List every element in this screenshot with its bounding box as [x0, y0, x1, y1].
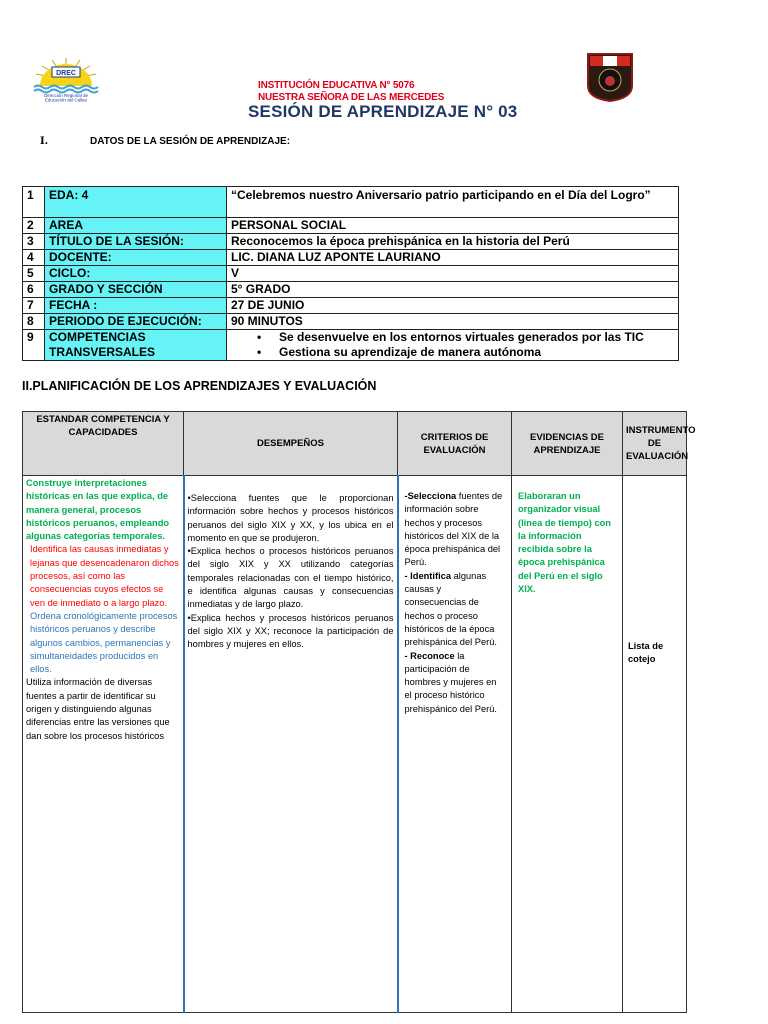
column-header: DESEMPEÑOS — [184, 412, 398, 476]
row-number: 3 — [23, 234, 45, 250]
criterio-verb: - Reconoce — [404, 650, 455, 661]
planning-table — [22, 411, 696, 1013]
evidencias-text: Elaboraran un organizador visual (linea de tiempo) con la información recibida sobre la época prehispánica del Perú en el siglo XIX. — [518, 491, 611, 595]
estandar-red-text: Identifica las causas inmediatas y lejanas que desencadenaron dichos procesos, así como las consecuencias cuyos efectos se ven de inmediato o a largo plazo. — [30, 544, 179, 608]
criterio-item — [405, 650, 506, 716]
row-key: CICLO: — [45, 266, 227, 282]
row-number: 4 — [23, 250, 45, 266]
estandar-green-text: Construye interpretaciones históricas en las que explica, de manera general, procesos históricos peruanos, empleando algunas categorías temporales. — [26, 478, 170, 542]
criterio-text: la participación de hombres y mujeres en el proceso histórico prehispánico del Perú. — [404, 650, 498, 714]
row-number: 5 — [23, 266, 45, 282]
row-key: AREA — [45, 218, 227, 234]
table-row — [23, 234, 679, 250]
table-row — [23, 218, 679, 234]
institution-name: NUESTRA SEÑORA DE LAS MERCEDES — [258, 92, 445, 103]
institution-label: INSTITUCIÓN EDUCATIVA N° 5076 — [258, 80, 415, 91]
row-key: FECHA : — [45, 298, 227, 314]
estandar-blue-text: Ordena cronológicamente procesos históricos peruanos y describe algunos cambios, permanencias y simultaneidades producidos en ellos. — [30, 610, 178, 675]
criterio-text: algunas causas y consecuencias de hechos o proceso históricos de la época prehispánica del Perú. — [404, 570, 498, 648]
row-value: Reconocemos la época prehispánica en la historia del Perú — [227, 234, 679, 250]
row-value: LIC. DIANA LUZ APONTE LAURIANO — [227, 250, 679, 266]
evidencias-cell — [512, 476, 623, 1013]
row-key: TÍTULO DE LA SESIÓN: — [45, 234, 227, 250]
column-header: INSTRUMENTO DE EVALUACIÓN — [623, 412, 687, 476]
row-value: 27 DE JUNIO — [227, 298, 679, 314]
row-value: V — [227, 266, 679, 282]
school-crest-logo — [586, 52, 634, 102]
svg-text:DREC: DREC — [56, 70, 76, 77]
column-header: ESTANDAR COMPETENCIA Y CAPACIDADES — [23, 412, 184, 476]
table-row — [23, 330, 679, 361]
row-value — [227, 330, 679, 361]
criterio-verb: - Identifica — [404, 570, 451, 581]
row-key: COMPETENCIAS TRANSVERSALES — [45, 330, 227, 361]
row-number: 7 — [23, 298, 45, 314]
row-value: PERSONAL SOCIAL — [227, 218, 679, 234]
row-number: 2 — [23, 218, 45, 234]
criterio-verb: -Selecciona — [404, 491, 457, 501]
svg-text:Educación del Callao: Educación del Callao — [44, 97, 88, 102]
table-row — [23, 314, 679, 330]
criterio-text: fuentes de información sobre hechos y procesos históricos del XIX de la época prehispánica del Perú. — [404, 491, 503, 568]
criterio-item — [405, 570, 506, 650]
criterios-cell — [398, 476, 512, 1013]
row-value: 5° GRADO — [227, 282, 679, 298]
row-key: GRADO Y SECCIÓN — [45, 282, 227, 298]
list-item: • Gestiona su aprendizaje de manera autónoma — [257, 345, 674, 360]
estandar-cell — [23, 476, 184, 1013]
column-header: EVIDENCIAS DE APRENDIZAJE — [512, 412, 623, 476]
criterio-item — [405, 490, 506, 570]
svg-text:Dirección Regional de: Dirección Regional de — [43, 93, 89, 98]
section-number: I. — [40, 136, 49, 147]
estandar-black-text: Utiliza información de diversas fuentes a partir de identificar su origen y distinguiendo algunas diferencias entre las versiones que dan sobre los procesos históricos — [26, 677, 170, 741]
page-title: SESIÓN DE APRENDIZAJE N° 03 — [248, 102, 518, 121]
row-value: 90 MINUTOS — [227, 314, 679, 330]
table-row — [23, 250, 679, 266]
row-value: “Celebremos nuestro Aniversario patrio participando en el Día del Logro” — [227, 187, 679, 218]
row-key: EDA: 4 — [45, 187, 227, 218]
section-2-heading: II.PLANIFICACIÓN DE LOS APRENDIZAJES Y EVALUACIÓN — [22, 379, 377, 393]
desempeno-item: •Explica hechos y procesos históricos peruanos del siglo XIX y XX; reconoce la participación de hombres y mujeres en ellos. — [187, 612, 394, 650]
table-row — [23, 187, 679, 218]
row-number: 6 — [23, 282, 45, 298]
list-item: • Se desenvuelve en los entornos virtuales generados por las TIC — [257, 330, 674, 345]
row-key: PERIODO DE EJECUCIÓN: — [45, 314, 227, 330]
table-row — [23, 266, 679, 282]
desempenos-cell — [184, 476, 398, 1013]
section-1-heading — [40, 136, 290, 147]
table-row — [23, 476, 687, 1013]
desempeno-item: •Explica hechos o procesos históricos peruanos del siglo XIX y XX utilizando categorías temporales relacionadas con el tiempo histórico, e identifica algunas causas y consecuencias inmediatas y de largo plazo. — [187, 546, 394, 610]
instrumento-cell — [623, 476, 687, 1013]
instrumento-text: Lista de cotejo — [628, 641, 664, 665]
section-label: DATOS DE LA SESIÓN DE APRENDIZAJE: — [90, 136, 291, 147]
row-number: 8 — [23, 314, 45, 330]
table-row — [23, 298, 679, 314]
row-number: 9 — [23, 330, 45, 361]
desempeno-item: •Selecciona fuentes que le proporcionan información sobre hechos y procesos históricos peruanos del siglo XIX y XX, y los ubica en el momento en que se produjeron. — [187, 493, 394, 543]
row-key: DOCENTE: — [45, 250, 227, 266]
row-number: 1 — [23, 187, 45, 218]
table-header-row — [23, 412, 687, 476]
session-data-table — [22, 186, 679, 361]
column-header: CRITERIOS DE EVALUACIÓN — [398, 412, 512, 476]
drec-logo — [22, 56, 110, 102]
table-row — [23, 282, 679, 298]
